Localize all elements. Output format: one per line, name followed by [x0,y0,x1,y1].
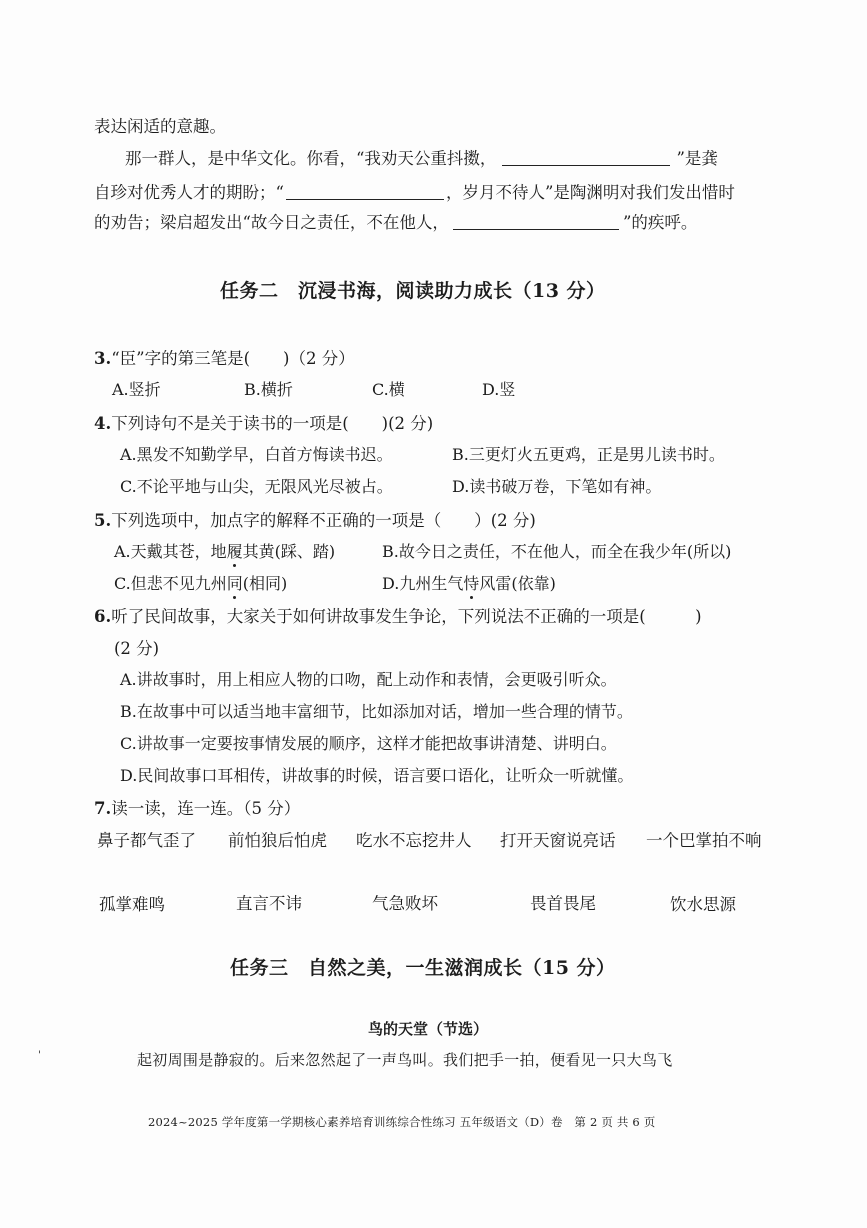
passage-title: 鸟的天堂（节选） [368,1020,489,1038]
q4-option-c[interactable]: C.不论平地与山尖，无限风光尽被占。 [120,477,393,496]
q5-option-d-text: D.九州生气 [382,574,464,593]
question-3-stem: “臣”字的第三笔是( )（2 分） [111,349,355,368]
q5-option-c[interactable] [114,571,287,594]
answer-blank-3[interactable] [453,214,619,230]
match-bottom-1[interactable]: 孤掌难鸣 [99,895,165,914]
match-bottom-3[interactable]: 气急败坏 [372,894,438,913]
question-5 [94,507,536,531]
question-6 [94,603,702,627]
question-4-stem: 下列诗句不是关于读书的一项是( )(2 分) [111,414,434,433]
question-6-stem: 听了民间故事，大家关于如何讲故事发生争论，下列说法不正确的一项是( ) [111,607,702,626]
question-3-number: 3. [94,349,112,368]
passage-line-1: 起初周围是静寂的。后来忽然起了一声鸟叫。我们把手一拍，便看见一只大鸟飞 [137,1051,673,1069]
q6-option-a[interactable]: A.讲故事时，用上相应人物的口吻，配上动作和表情，会更吸引听众。 [120,670,617,689]
q5-option-a-text: A.天戴其苍，地 [114,542,227,561]
question-7 [94,795,300,819]
match-bottom-2[interactable]: 直言不讳 [236,894,302,913]
intro-line-2-text-b: ”是龚 [676,149,718,168]
question-3 [94,345,355,369]
q4-option-a[interactable]: A.黑发不知勤学早，白首方悔读书迟。 [120,445,393,464]
q5-option-c-dotted-char: 同 [226,574,243,593]
q5-option-a-meaning: 其黄(踩、踏) [242,542,336,561]
match-top-1[interactable]: 鼻子都气歪了 [97,831,196,850]
q5-option-d-meaning: 风雷(依靠) [479,574,556,593]
intro-line-2-text-a: 那一群人，是中华文化。你看，“我劝天公重抖擞， [125,149,497,168]
question-5-number: 5. [94,511,112,530]
match-bottom-4[interactable]: 畏首畏尾 [530,894,596,913]
intro-line-3-text-b: ，岁月不待人”是陶渊明对我们发出惜时 [445,183,735,202]
q6-option-d[interactable]: D.民间故事口耳相传，讲故事的时候，语言要口语化，让听众一听就懂。 [120,766,634,785]
question-7-stem: 读一读，连一连。（5 分） [111,799,301,818]
question-6-number: 6. [94,607,112,626]
match-top-2[interactable]: 前怕狼后怕虎 [228,831,327,850]
q6-option-c[interactable]: C.讲故事一定要按事情发展的顺序，这样才能把故事讲清楚、讲明白。 [120,734,617,753]
intro-line-2 [125,150,718,168]
task2-heading: 任务二 沉浸书海，阅读助力成长（13 分） [220,280,606,302]
q3-option-c[interactable]: C.横 [372,380,405,399]
q5-option-c-meaning: (相同) [242,574,288,593]
q4-option-b[interactable]: B.三更灯火五更鸡，正是男儿读书时。 [452,445,725,464]
question-6-points: (2 分) [114,639,160,658]
match-top-3[interactable]: 吃水不忘挖井人 [356,831,472,850]
intro-line-4-text-b: ”的疾呼。 [622,213,698,232]
margin-mark: ' [38,1050,41,1061]
question-5-stem: 下列选项中，加点字的解释不正确的一项是（ ）(2 分) [111,511,536,530]
q5-option-d-dotted-char: 恃 [463,574,480,593]
q6-option-b[interactable]: B.在故事中可以适当地丰富细节，比如添加对话，增加一些合理的情节。 [120,702,633,721]
q3-option-b[interactable]: B.横折 [244,380,293,399]
match-bottom-5[interactable]: 饮水思源 [670,895,736,914]
question-4-number: 4. [94,414,112,433]
q5-option-b[interactable] [382,539,731,562]
q4-option-d[interactable]: D.读书破万卷，下笔如有神。 [452,477,662,496]
q5-option-a-dotted-char: 履 [226,542,243,561]
task3-heading: 任务三 自然之美，一生滋润成长（15 分） [230,957,616,979]
q5-option-c-text: C.但悲不见九州 [114,574,227,593]
q5-option-b-close: ) [725,542,732,561]
q5-option-d[interactable] [382,571,556,594]
intro-line-3 [94,184,735,202]
q5-option-b-meaning: 所以 [693,542,726,561]
q3-option-a[interactable]: A.竖折 [112,380,161,399]
question-4 [94,410,433,434]
match-top-5[interactable]: 一个巴掌拍不响 [646,831,762,850]
q3-option-d[interactable]: D.竖 [482,380,516,399]
answer-blank-1[interactable] [502,150,670,166]
intro-line-4 [94,214,697,232]
intro-line-1: 表达闲适的意趣。 [94,117,226,136]
q5-option-b-text: B.故今日之责任，不在他人，而全在我少年( [382,542,694,561]
intro-line-4-text-a: 的劝告；梁启超发出“故今日之责任，不在他人， [94,213,449,232]
intro-line-3-text-a: 自珍对优秀人才的期盼；“ [94,183,284,202]
q5-option-a[interactable] [114,539,335,562]
match-top-4[interactable]: 打开天窗说亮话 [500,831,616,850]
question-7-number: 7. [94,799,112,818]
answer-blank-2[interactable] [286,184,444,200]
page-footer: 2024~2025 学年度第一学期核心素养培育训练综合性练习 五年级语文（D）卷 第 2 页 共 6 页 [148,1115,656,1129]
